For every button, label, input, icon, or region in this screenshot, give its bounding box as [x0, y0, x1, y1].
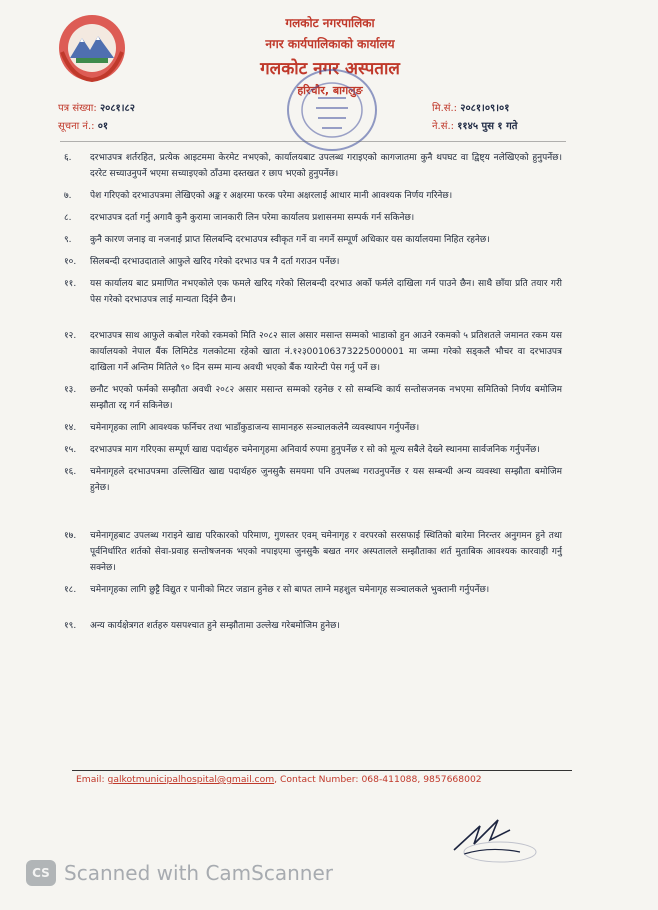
item-text: चमेनागृहका लागि आवश्यक फर्निचर तथा भाडाँकुडाजन्य सामानहरु सञ्चालकलेनै व्यवस्थापन गर्नुपर्नेछ।	[90, 423, 420, 433]
item-text: अन्य कार्यक्षेत्रगत शर्तहरु यसपश्चात हुने सम्झौतामा उल्लेख गरेबमोजिम हुनेछ।	[90, 621, 340, 631]
email-label: Email:	[76, 774, 108, 785]
nepal-emblem-logo	[56, 12, 128, 84]
letter-number	[58, 100, 135, 114]
item-text: दरभाउपत्र शर्तरहित, प्रत्येक आइटममा केरमेट नभएको, कार्यालयबाट उपलब्ध गराइएको कागजातमा कुनै थपघट वा द्विष्ट्य नलेखिएको हुनुपर्नेछ। दररेट सच्याउनुपर्ने भएमा सच्याइएको ठाँउमा दस्तखत र छाप भएको हुनुपर्नेछ।	[90, 153, 562, 179]
item-number: १३.	[64, 385, 77, 395]
item-number: १८.	[64, 585, 77, 595]
condition-item	[64, 420, 562, 436]
condition-item	[64, 442, 562, 458]
item-text: दरभाउपत्र दर्ता गर्नु अगावै कुनै कुरामा जानकारी लिन परेमा कार्यालय प्रशासनमा सम्पर्क गर्न सकिनेछ।	[90, 213, 415, 223]
footer-divider	[72, 770, 572, 771]
condition-item	[64, 150, 562, 182]
item-number: १४.	[64, 423, 77, 433]
item-number: १५.	[64, 445, 77, 455]
signature-and-stamp	[440, 806, 550, 866]
nepal-sambat-date	[432, 118, 517, 132]
item-text: छनौट भएको फर्मको सम्झौता अवधी २०८२ असार मसान्त सम्मको रहनेछ र सो सम्बन्धि कार्य सन्तोसजनक नभएमा समितिको निर्णय बमोजिम सम्झौता रद्द गर्न सकिनेछ।	[90, 385, 562, 411]
letter-number-value: २०८१।८२	[99, 103, 135, 114]
conditions-list	[64, 150, 562, 640]
condition-item	[64, 232, 562, 248]
camscanner-logo-icon: CS	[26, 860, 56, 886]
condition-item	[64, 464, 562, 496]
condition-item	[64, 382, 562, 414]
nepal-sambat-value: ११४५ पुस १ गते	[457, 121, 518, 132]
date-label: मि.सं.:	[432, 103, 458, 114]
item-number: १७.	[64, 531, 77, 541]
item-text: कुनै कारण जनाइ वा नजनाई प्राप्त सिलबन्दि दरभाउपत्र स्वीकृत गर्ने वा नगर्ने सम्पूर्ण अधिकार यस कार्यालयमा निहित रहनेछ।	[90, 235, 490, 245]
item-text: चमेनागृहका लागि छुट्टै विद्युत र पानीको मिटर जडान हुनेछ र सो बापत लाग्ने महशुल चमेनागृह सञ्चालकले भुक्तानी गर्नुपर्नेछ।	[90, 585, 490, 595]
letter-number-label: पत्र संख्या:	[58, 103, 97, 114]
date-value: २०८१।०९।०१	[460, 103, 510, 114]
item-text: चमेनागृहबाट उपलब्ध गराइने खाद्य परिकारको परिमाण, गुणस्तर एवम् चमेनागृह र वरपरको सरसफाई स्थितिको बारेमा निरन्तर अनुगमन हुने तथा पूर्वनिर्धारित शर्तको सेवा-प्रवाह सन्तोषजनक भएको नपाइएमा जुनसुकै बखत नगर अस्पतालले सम्झौताका शर्त मुताबिक आवश्यक कारवाही गर्नु सक्नेछ।	[90, 531, 562, 573]
hospital-address: हरिचौर, बागलुङ	[297, 84, 363, 97]
hospital-name: गलकोट नगर अस्पताल	[260, 59, 400, 79]
condition-item	[64, 188, 562, 204]
item-text: दरभाउपत्र साथ आफुले कबोल गरेको रकमको मिति २०८२ साल असार मसान्त सम्मको भाडाको हुन आउने रकमको ५ प्रतिशतले जमानत रकम यस कार्यालयको नेपाल बैंक लिमिटेड गलकोटमा रहेको खाता नं.१२३00106373225000001 मा जम्मा गरेको सड्कलै भौचर वा दरभाउपत्र दाखिला गर्ने अन्तिम मितिले ९० दिन सम्म मान्य अवधी भएको बैंक ग्यारेन्टी पेस गर्नु पर्ने छ।	[90, 331, 562, 373]
date	[432, 100, 509, 114]
nepal-sambat-label: ने.सं.:	[432, 121, 455, 132]
condition-item	[64, 528, 562, 576]
contact-footer	[76, 774, 482, 785]
office-stamp-seal	[282, 64, 382, 156]
condition-item	[64, 210, 562, 226]
condition-item	[64, 582, 562, 598]
camscanner-text: Scanned with CamScanner	[64, 861, 333, 885]
item-number: १६.	[64, 467, 77, 477]
item-text: यस कार्यालय बाट प्रमाणित नभएकोले एक फमले खरिद गरेको सिलबन्दी दरभाउ अर्को फर्मले दाखिला गर्न पाउने छैन। साथै छाँया प्रति तयार गरी पेस गरेको दरभाउपत्र लाई मान्यता दिईने छैन।	[90, 279, 562, 305]
item-number: १९.	[64, 621, 77, 631]
condition-item	[64, 276, 562, 308]
email-link[interactable]: galkotmunicipalhospital@gmail.com	[107, 774, 275, 785]
item-number: १०.	[64, 257, 77, 267]
condition-item	[64, 328, 562, 376]
header-divider	[60, 141, 566, 142]
item-number: १२.	[64, 331, 77, 341]
item-text: सिलबन्दी दरभाउदाताले आफुले खरिद गरेको दरभाउ पत्र नै दर्ता गराउन पर्नेछ।	[90, 257, 340, 267]
item-text: चमेनागृहले दरभाउपत्रमा उल्लिखित खाद्य पदार्थहरु जुनसुकै समयमा पनि उपलब्ध गराउनुपर्नेछ र यस सम्बन्धी अन्य व्यवस्था सम्झौता बमोजिम हुनेछ।	[90, 467, 562, 493]
item-number: ७.	[64, 191, 72, 201]
item-number: ८.	[64, 213, 72, 223]
contact-number: , Contact Number: 068-411088, 9857668002	[274, 774, 482, 785]
item-number: ११.	[64, 279, 77, 289]
notice-number	[58, 118, 108, 132]
item-text: दरभाउपत्र माग गरिएका सम्पूर्ण खाद्य पदार्थहरु चमेनागृहमा अनिवार्य रुपमा हुनुपर्नेछ र सो को मूल्य सबैले देख्ने स्थानमा सार्वजनिक गर्नुपर्नेछ।	[90, 445, 540, 455]
condition-item	[64, 254, 562, 270]
item-number: ९.	[64, 235, 72, 245]
municipality-name: गलकोट नगरपालिका	[285, 16, 375, 30]
office-name: नगर कार्यपालिकाको कार्यालय	[265, 37, 395, 51]
camscanner-watermark	[26, 860, 333, 886]
notice-number-label: सूचना नं.:	[58, 121, 95, 132]
notice-number-value: ०१	[97, 121, 109, 132]
item-text: पेश गरिएको दरभाउपत्रमा लेखिएको अङ्क र अक्षरमा फरक परेमा अक्षरलाई आधार मानी आवश्यक निर्णय गरिनेछ।	[90, 191, 453, 201]
item-number: ६.	[64, 153, 72, 163]
condition-item	[64, 618, 562, 634]
